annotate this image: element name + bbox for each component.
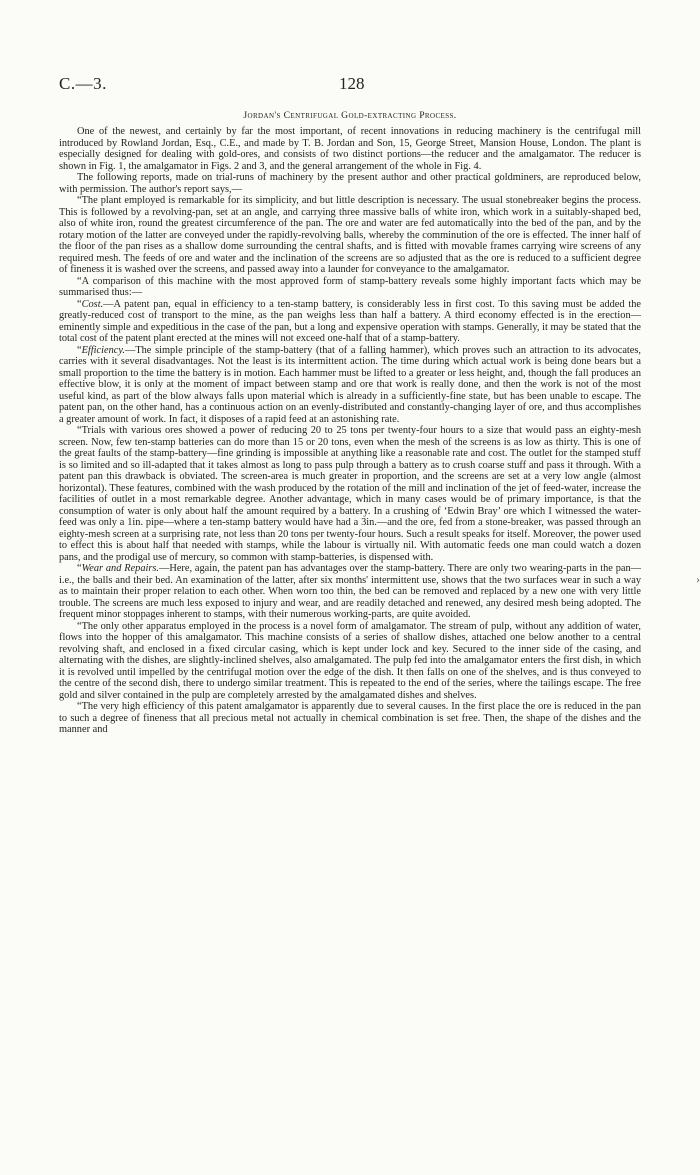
document-page bbox=[59, 74, 641, 736]
paragraph: “Wear and Repairs.—Here, again, the patent pan has advantages over the stamp-battery. There are only two wearing-parts in the pan—i.e., the balls and their bed. An examination of the latter, after six months' intermittent use, shows that the two surfaces wear in such a way as to maintain their proper relation to each other. When worn too thin, the bed can be removed and replaced by a new one with very little trouble. The screens are much less exposed to injury and wear, and are readily detached and renewed, any desired mesh being adopted. The frequent minor stoppages inherent to stamps, with their numerous working-parts, are quite avoided. bbox=[59, 563, 641, 620]
page-header bbox=[59, 74, 641, 96]
paragraph-lead: Efficiency. bbox=[81, 344, 125, 356]
section-title: Jordan's Centrifugal Gold-extracting Process. bbox=[243, 110, 457, 121]
paragraph: “Cost.—A patent pan, equal in efficiency to a ten-stamp battery, is considerably less in first cost. To this saving must be added the greatly-reduced cost of transport to the mine, as the pan weighs less than half a battery. A third economy effected is in the erection—eminently simple and expeditious in the case of the pan, but a long and expensive operation with stamps. Generally, it may be stated that the total cost of the patent plant erected at the mines will not exceed one-half that of a stamp-battery. bbox=[59, 298, 641, 344]
paragraph: “The plant employed is remarkable for its simplicity, and but little description is necessary. The usual stonebreaker begins the process. This is followed by a revolving-pan, set at an angle, and carrying three massive balls of white iron, which work in a suitably-shaped bed, also of white iron, round the greatest circumference of the pan. The ore and water are fed automatically into the bed of the pan, and by the rotary motion of the latter are conveyed under the rapidly-revolving balls, whereby the comminution of the ore is effected. The inner half of the floor of the pan rises as a shallow dome surrounding the central shafts, and is fitted with movable frames carrying wire screens of any required mesh. The feeds of ore and water and the inclination of the screens are so adjusted that as the ore is reduced to a sufficient degree of fineness it is washed over the screens, and passed away into a launder for conveyance to the amalgamator. bbox=[59, 195, 641, 275]
paragraph-lead: Cost. bbox=[81, 298, 104, 310]
paragraph: “A comparison of this machine with the most approved form of stamp-battery reveals some highly important facts which may be summarised thus:— bbox=[59, 275, 641, 298]
page-number: 128 bbox=[339, 74, 365, 93]
paragraph: “Trials with various ores showed a power of reducing 20 to 25 tons per twenty-four hours to a size that would pass an eighty-mesh screen. Now, few ten-stamp batteries can do more than 15 or 20 tons, even when the mesh of the screens is as low as thirty. This is one of the great faults of the stamp-battery—fine grinding is impossible at anything like a reasonable rate and cost. The outlet for the stamped stuff is so limited and so ill-adapted that it takes almost as long to pass pulp through a battery as to crush coarse stuff and pass it through. With a patent pan this drawback is obviated. The screen-area is much greater in proportion, and the screens are set at a very low angle (almost horizontal). These features, combined with the wash produced by the rotation of the mill and inclination of the jet of feed-water, increase the facilities of outlet in a most remarkable degree. Another advantage, which in many cases would be of primary importance, is that the consumption of water is only about half the amount required by a battery. In a crushing of ‘Edwin Bray’ ore which I witnessed the water-feed was only a 1in. pipe—where a ten-stamp battery would have had a 3in.—and the ore, fed from a stone-breaker, was passed through an eighty-mesh screen at a surprising rate, not less than 20 tons per twenty-four hours. Such a result speaks for itself. Moreover, the power used to effect this is about half that needed with stamps, while the labour is virtually nil. With automatic feeds one man could watch a dozen pans, and the prodigal use of mercury, so common with stamp-batteries, is dispensed with. bbox=[59, 425, 641, 563]
paragraph-lead: Wear and Repairs. bbox=[81, 563, 160, 574]
paragraph: “The very high efficiency of this patent amalgamator is apparently due to several causes. In the first place the ore is reduced in the pan to such a degree of fineness that all precious metal not actually in chemical combination is set free. Then, the shape of the dishes and the manner and bbox=[59, 701, 641, 735]
paragraph: The following reports, made on trial-runs of machinery by the present author and other practical goldminers, are reproduced below, with permission. The author's report says,— bbox=[59, 172, 641, 195]
paragraph: One of the newest, and certainly by far the most important, of recent innovations in reducing machinery is the centrifugal mill introduced by Rowland Jordan, Esq., C.E., and made by T. B. Jordan and Son, 15, George Street, Mansion House, London. The plant is especially designed for dealing with gold-ores, and consists of two distinct portions—the reducer and the amalgamator. The reducer is shown in Fig. 1, the amalgamator in Figs. 2 and 3, and the general arrangement of the whole in Fig. 4. bbox=[59, 126, 641, 172]
body-text bbox=[59, 126, 641, 736]
document-reference: C.—3. bbox=[59, 74, 107, 93]
margin-mark: › bbox=[696, 572, 700, 586]
paragraph: “Efficiency.—The simple principle of the stamp-battery (that of a falling hammer), which proves such an attraction to its advocates, carries with it several disadvantages. Not the least is its intermittent action. The time during which actual work is being done bears but a small proportion to the time the battery is in motion. Each hammer must be lifted to a greater or less height, and, though the fall produces an effective blow, it is only at the moment of impact between stamp and ore that work is really done, and then the work is not of the most useful kind, as part of the blow always falls upon material which is already in a sufficiently-fine state, but has been unable to escape. The patent pan, on the other hand, has a continuous action on an evenly-distributed and constantly-changing layer of ore, and thus accomplishes a greater amount of work. In fact, it disposes of a rapid feed at an astonishing rate. bbox=[59, 344, 641, 425]
paragraph: “The only other apparatus employed in the process is a novel form of amalgamator. The stream of pulp, without any addition of water, flows into the hopper of this amalgamator. This machine consists of a series of shallow dishes, attached one below another to a central revolving shaft, and enclosed in a fixed circular casing, which is kept under lock and key. Secured to the inner side of the casing, and alternating with the dishes, are slightly-inclined shelves, also amalgamated. The pulp fed into the amalgamator enters the first dish, in which it is revolved until impelled by the centrifugal motion over the edge of the dish. It then falls on one of the shelves, and is thus conveyed to the centre of the second dish, there to undergo similar treatment. This is repeated to the end of the series, where the tailings escape. The free gold and silver contained in the pulp are completely arrested by the amalgamated dishes and shelves. bbox=[59, 620, 641, 701]
